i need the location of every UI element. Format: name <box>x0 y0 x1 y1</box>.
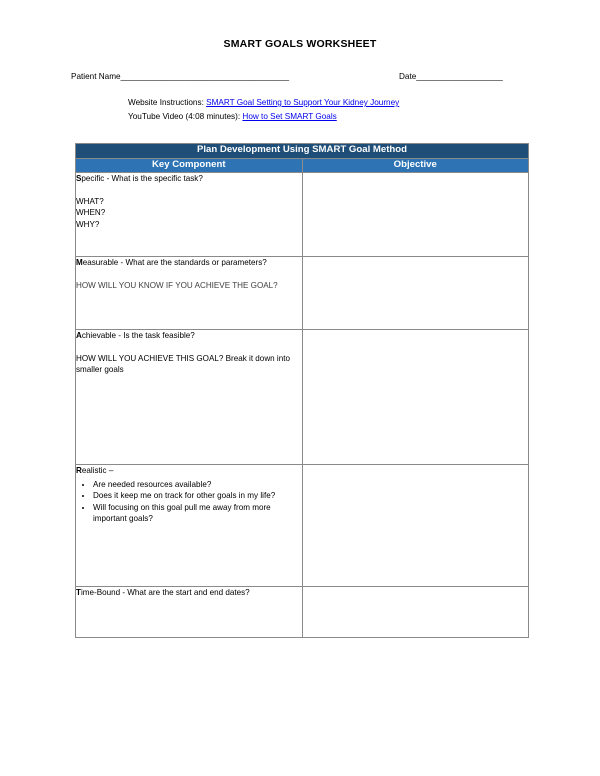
prompt-when: WHEN? <box>76 208 106 218</box>
component-note: HOW WILL YOU ACHIEVE THIS GOAL? Break it down into smaller goals <box>76 353 290 375</box>
table-row-measurable <box>76 257 529 330</box>
website-label: Website Instructions: <box>128 98 207 107</box>
component-initial: T <box>76 588 81 597</box>
smart-goals-table <box>75 143 529 638</box>
component-initial: M <box>76 258 83 267</box>
component-note: HOW WILL YOU KNOW IF YOU ACHIEVE THE GOAL? <box>76 280 278 290</box>
column-header-objective: Objective <box>302 159 529 173</box>
list-item: • Will focusing on this goal pull me away from more important goals? <box>93 502 302 525</box>
objective-cell-realistic[interactable] <box>302 465 529 587</box>
list-item: • Are needed resources available? <box>93 479 302 491</box>
patient-name-field[interactable] <box>71 72 289 81</box>
table-banner: Plan Development Using SMART Goal Method <box>76 144 529 159</box>
component-description: pecific - What is the specific task? <box>81 174 203 183</box>
patient-name-line: _____________________________________ <box>120 72 290 81</box>
component-initial: S <box>76 174 82 183</box>
table-row-achievable <box>76 330 529 465</box>
objective-cell-time-bound[interactable] <box>302 587 529 638</box>
video-link[interactable]: How to Set SMART Goals <box>242 112 337 121</box>
date-label: Date <box>399 72 417 81</box>
objective-cell-measurable[interactable] <box>302 257 529 330</box>
component-initial: A <box>76 331 82 340</box>
patient-name-label: Patient Name <box>71 72 121 81</box>
table-row-specific <box>76 173 529 257</box>
component-cell-measurable <box>76 257 303 330</box>
component-description: ealistic – <box>81 466 114 475</box>
website-link[interactable]: SMART Goal Setting to Support Your Kidney Journey <box>206 98 400 107</box>
list-item: • Does it keep me on track for other goals in my life? <box>93 490 302 502</box>
table-row-time-bound <box>76 587 529 638</box>
component-description: chievable - Is the task feasible? <box>81 331 195 340</box>
component-cell-achievable <box>76 330 303 465</box>
component-cell-realistic <box>76 465 303 587</box>
youtube-video <box>128 112 337 121</box>
page-title: SMART GOALS WORKSHEET <box>223 38 377 50</box>
component-cell-time-bound <box>76 587 303 638</box>
date-line: ___________________ <box>416 72 503 81</box>
component-cell-specific <box>76 173 303 257</box>
component-description: ime-Bound - What are the start and end dates? <box>80 588 250 597</box>
prompt-what: WHAT? <box>76 196 104 206</box>
table-row-realistic <box>76 465 529 587</box>
column-header-key-component: Key Component <box>76 159 303 173</box>
component-description: easurable - What are the standards or parameters? <box>82 258 267 267</box>
component-initial: R <box>76 466 82 475</box>
video-label: YouTube Video (4:08 minutes): <box>128 112 243 121</box>
objective-cell-achievable[interactable] <box>302 330 529 465</box>
date-field[interactable] <box>399 72 503 81</box>
website-instructions <box>128 98 399 107</box>
realistic-bullet-list <box>76 479 302 525</box>
prompt-why: WHY? <box>76 219 100 229</box>
objective-cell-specific[interactable] <box>302 173 529 257</box>
